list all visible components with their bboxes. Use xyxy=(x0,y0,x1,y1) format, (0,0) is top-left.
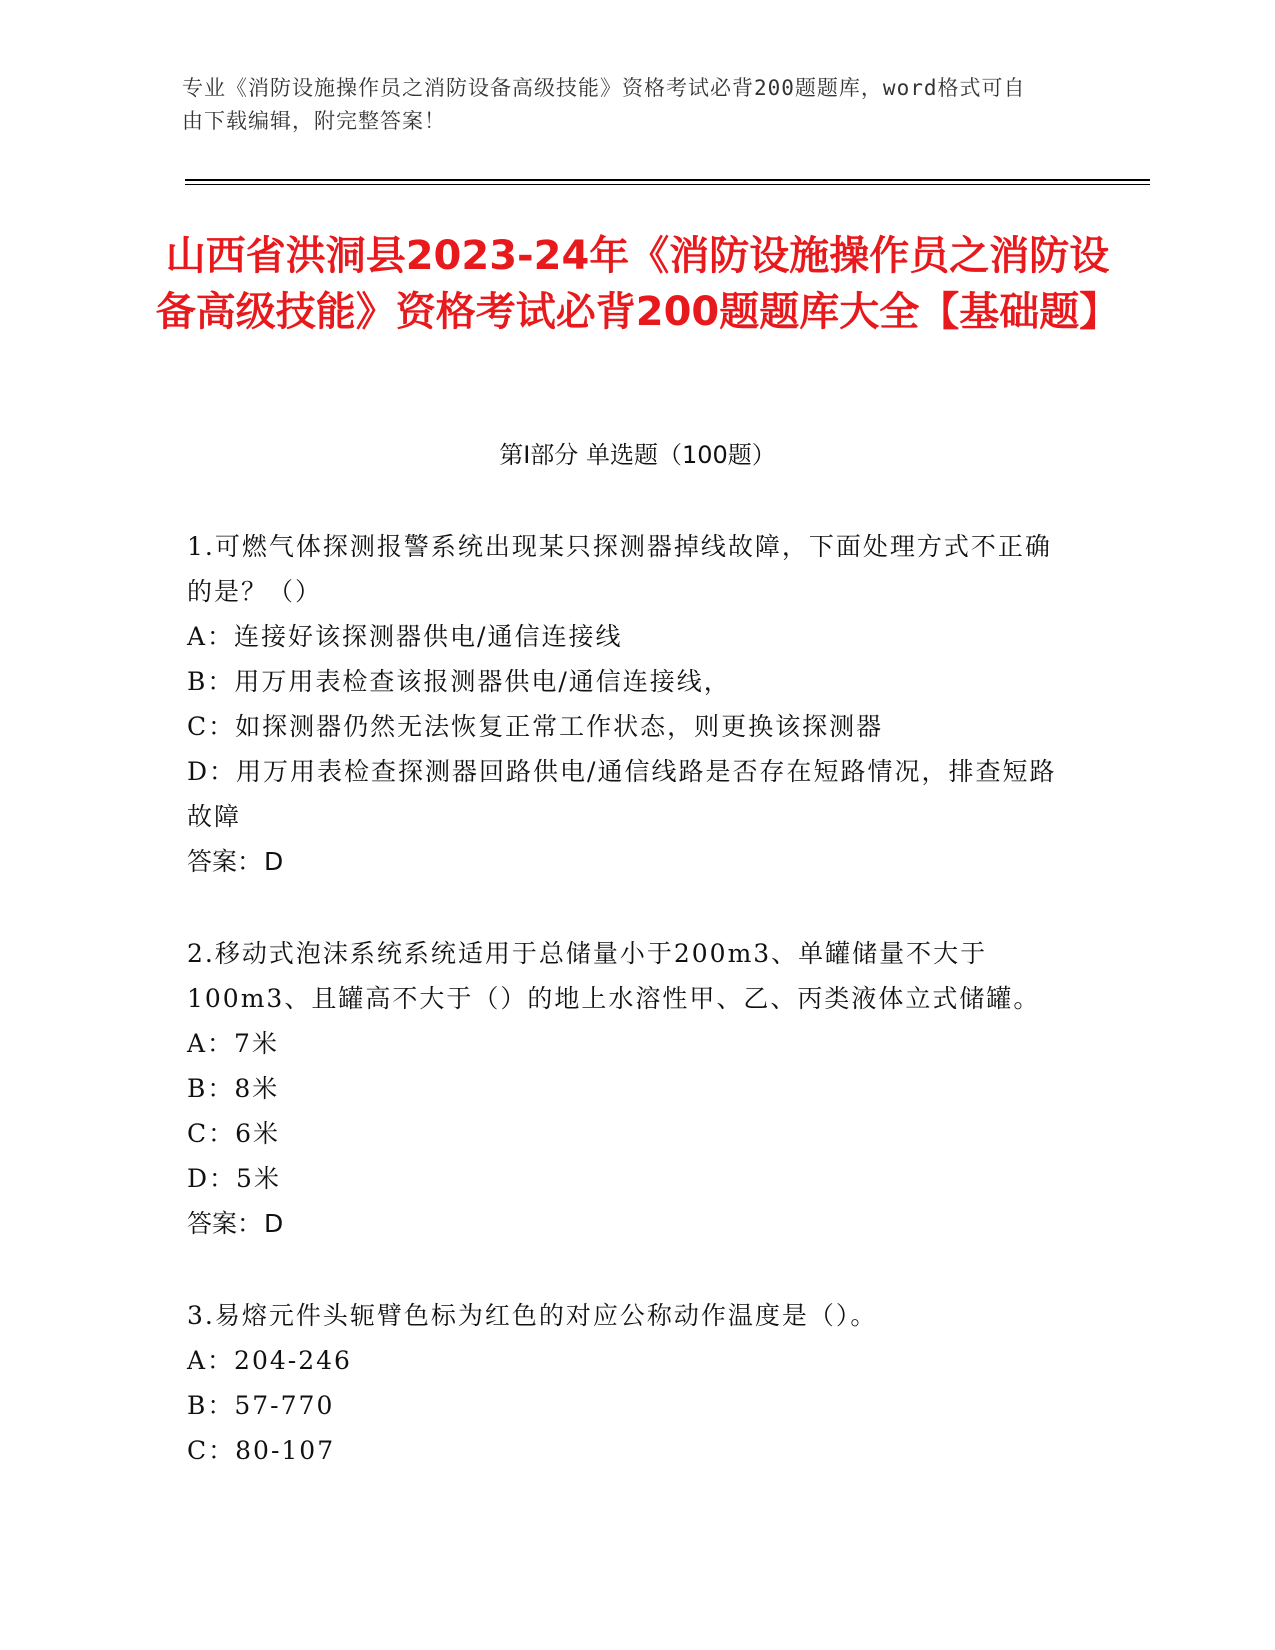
header-note: 专业《消防设施操作员之消防设备高级技能》资格考试必背200题题库，word格式可自由下载编辑，附完整答案！ xyxy=(182,76,1026,133)
answer xyxy=(187,1201,1057,1246)
answer-label: 答案： xyxy=(187,1209,263,1238)
option-b: B：8米 xyxy=(187,1074,280,1103)
option-c: C：6米 xyxy=(187,1119,281,1148)
question-stem: 2.移动式泡沫系统系统适用于总储量小于200m3、单罐储量不大于100m3、且罐高不大于（）的地上水溶性甲、乙、丙类液体立式储罐。 xyxy=(187,939,1041,1013)
option-a: A：204-246 xyxy=(187,1346,352,1375)
option-d: D：5米 xyxy=(187,1164,281,1193)
question-list xyxy=(187,524,1057,1520)
document-title: 山西省洪洞县2023-24年《消防设施操作员之消防设备高级技能》资格考试必背200题题库大全【基础题】 xyxy=(155,233,1120,335)
section-title: 第Ⅰ部分 单选题（100题） xyxy=(499,441,776,469)
question-1 xyxy=(187,524,1057,884)
answer-value: D xyxy=(264,847,284,876)
option-c: C：80-107 xyxy=(187,1436,336,1465)
question-stem: 1.可燃气体探测报警系统出现某只探测器掉线故障，下面处理方式不正确的是？（） xyxy=(187,532,1052,606)
answer-value: D xyxy=(264,1209,284,1238)
header-divider-thick xyxy=(185,179,1150,181)
header-divider-thin xyxy=(185,184,1150,185)
question-stem: 3.易熔元件头轭臂色标为红色的对应公称动作温度是（）。 xyxy=(187,1301,878,1330)
option-b: B：57-770 xyxy=(187,1391,335,1420)
answer-label: 答案： xyxy=(187,847,263,876)
question-3 xyxy=(187,1293,1057,1473)
option-a: A：连接好该探测器供电/通信连接线 xyxy=(187,622,623,651)
question-2 xyxy=(187,931,1057,1246)
option-b: B：用万用表检查该报测器供电/通信连接线， xyxy=(187,667,731,696)
answer xyxy=(187,839,1057,884)
option-a: A：7米 xyxy=(187,1029,279,1058)
option-d: D：用万用表检查探测器回路供电/通信线路是否存在短路情况，排查短路故障 xyxy=(187,757,1057,831)
option-c: C：如探测器仍然无法恢复正常工作状态，则更换该探测器 xyxy=(187,712,884,741)
